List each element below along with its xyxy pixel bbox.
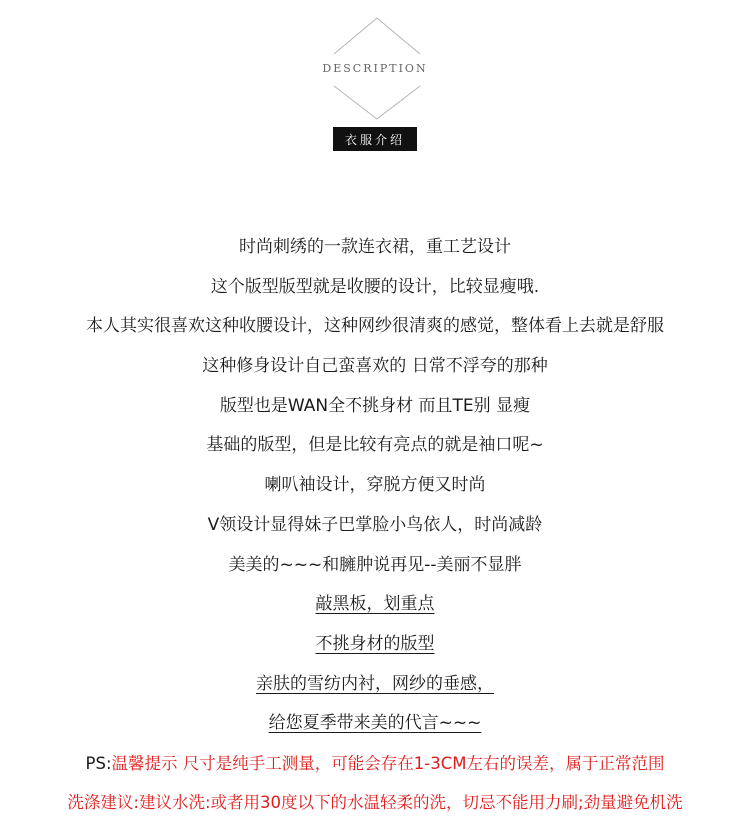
description-line: 这种修身设计自己蛮喜欢的 日常不浮夸的那种: [202, 356, 548, 377]
description-line: V领设计显得妹子巴掌脸小鸟依人，时尚减龄: [207, 514, 543, 535]
care-notes: [0, 744, 750, 822]
highlight-line: 给您夏季带来美的代言~~~: [268, 713, 482, 734]
size-note-prefix: PS:: [85, 754, 112, 773]
section-title: DESCRIPTION: [322, 62, 428, 75]
description-line: 本人其实很喜欢这种收腰设计，这种网纱很清爽的感觉，整体看上去就是舒服: [86, 316, 664, 337]
highlight-line: 不挑身材的版型: [315, 633, 435, 654]
description-line: 基础的版型，但是比较有亮点的就是袖口呢~: [206, 435, 544, 456]
description-line: 时尚刺绣的一款连衣裙，重工艺设计: [239, 237, 511, 257]
description-header: [0, 0, 750, 160]
size-note: [0, 744, 750, 783]
wash-note: [0, 783, 750, 822]
description-text: [0, 228, 750, 744]
description-line: 美美的~~~和臃肿说再见--美丽不显胖: [228, 554, 522, 575]
wash-note-text: 洗涤建议:建议水洗:或者用30度以下的水温轻柔的洗，切忌不能用力刷;劲量避免机洗: [67, 793, 683, 812]
size-note-text: 温馨提示 尺寸是纯手工测量，可能会存在1-3CM左右的误差，属于正常范围: [111, 754, 665, 773]
description-line: 这个版型版型就是收腰的设计，比较显瘦哦.: [210, 276, 540, 297]
description-line: 喇叭袖设计，穿脱方便又时尚: [264, 475, 486, 496]
highlight-line: 亲肤的雪纺内衬，网纱的垂感，: [256, 673, 494, 694]
description-line: 版型也是WAN全不挑身材 而且TE别 显瘦: [219, 395, 531, 416]
section-badge: 衣服介绍: [333, 127, 417, 151]
highlight-line: 敲黑板，划重点: [315, 594, 435, 615]
